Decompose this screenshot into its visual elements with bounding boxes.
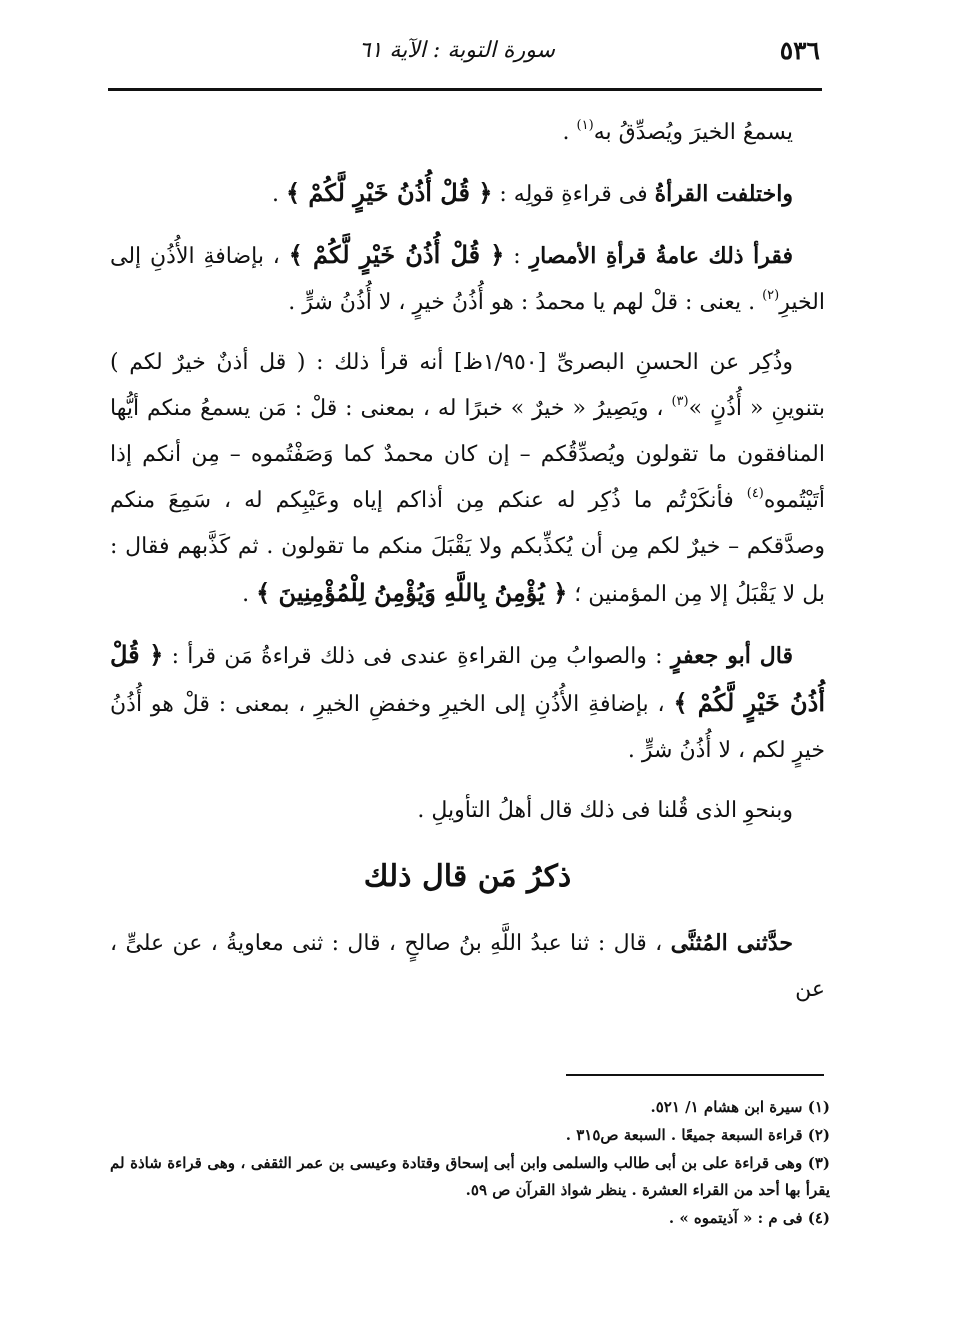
- footnote-ref[interactable]: (١): [576, 118, 594, 133]
- footnote-ref[interactable]: (٢): [762, 288, 780, 303]
- paragraph-1: يسمعُ الخيرَ ويُصدِّقُ به$^{(١)}$ .: [562, 118, 793, 145]
- footnote-1: (١) سيرة ابن هشام ١/ ٥٢١.: [650, 1098, 830, 1116]
- paragraph-2: واختلفت القرأةُ فى قراءةِ قولِه : ﴿ قُلْ أُذُنُ خَيْرٍ لَّكُمْ ﴾ .: [271, 178, 793, 207]
- paragraph-6: وبنحوِ الذى قُلنا فى ذلك قال أهلُ التأويلِ .: [417, 798, 793, 823]
- footnote-3: (٣) وهى قراءة على بن أبى طالب والسلمى وابن أبى إسحاق وقتادة وعيسى بن عمر الثقفى ، وهى قراءة شاذة لم يقرأ بها أحد من القراء العشرة . ينظر شواذ القرآن ص ٥٩.: [110, 1154, 830, 1199]
- header-divider: [108, 88, 822, 91]
- quran-verse: ﴿ يُؤْمِنُ بِاللَّهِ وَيُؤْمِنُ لِلْمُؤْمِنِينَ ﴾: [256, 578, 568, 607]
- paragraph-lead: واختلفت القرأةُ: [654, 181, 793, 207]
- paragraph-4: وذُكِر عن الحسنِ البصرىِّ [١/٩٥٠ظ] أنه قرأ ذلك : ( قل أذنٌ خيرٌ لكم ) بتنوينِ « أُذُنٍ »$^{(٣)}$ ، ويَصِيرُ « خيرٌ » خبرًا له ، بمعنى : قلْ : مَن يسمعُ منكم أيُّها المنافقون ما تقولون ويُصدِّقُكم – إن كان محمدٌ كما وَصَفْتُموه – مِن أنكم إذا أتَيْتُموه$^{(٤)}$ فأنكَرْتُم ما ذُكِر له عنكم مِن أذاكم إياه وعَيْبِكم له ، سَمِعَ منكم وصدَّقكم – خيرٌ لكم مِن أن يُكذِّبكم ولا يَقْبَلَ منكم ما تقولون . ثم كَذَّبهم فقال : بل لا يَقْبَلُ إلا مِن المؤمنين ؛ ﴿ يُؤْمِنُ بِاللَّهِ وَيُؤْمِنُ لِلْمُؤْمِنِينَ ﴾ .: [110, 350, 825, 607]
- footnote-ref[interactable]: (٤): [746, 486, 764, 501]
- paragraph-5: قال أبو جعفرٍ : والصوابُ مِن القراءةِ عندى فى ذلك قراءةُ مَن قرأ : ﴿ قُلْ أُذُنُ خَيْرٍ لَّكُمْ ﴾ ، بإضافةِ الأُذُنِ إلى الخيرِ وخفضِ الخيرِ ، بمعنى : قلْ هو أُذُنُ خيرٍ لكم ، لا أُذُنُ شرٍّ .: [110, 640, 826, 763]
- footnote-divider: [566, 1074, 824, 1076]
- main-text: [110, 110, 825, 1027]
- page-number: ٥٣٦: [779, 36, 820, 65]
- section-heading: ذكرُ مَن قال ذلك: [363, 859, 572, 894]
- quran-verse: ﴿ قُلْ أُذُنُ خَيْرٍ لَّكُمْ ﴾: [110, 640, 826, 717]
- paragraph-3: فقرأ ذلك عامةُ قرأةِ الأمصارِ : ﴿ قُلْ أُذُنُ خَيْرٍ لَّكُمْ ﴾ ، بإضافةِ الأُذُنِ إلى الخيرِ$^{(٢)}$ . يعنى : قلْ لهم يا محمدُ : هو أُذُنُ خيرٍ ، لا أُذُنُ شرٍّ .: [110, 240, 825, 315]
- quran-verse: ﴿ قُلْ أُذُنُ خَيْرٍ لَّكُمْ ﴾: [285, 178, 493, 207]
- paragraph-lead: فقرأ ذلك عامةُ قرأةِ الأمصارِ: [529, 243, 793, 269]
- paragraph-7: حدَّثنى المُثنَّى ، قال : ثنا عبدُ اللَّهِ بنُ صالحٍ ، قال : ثنى معاويةُ ، عن علىٍّ ، عن: [110, 930, 825, 1002]
- footnote-ref[interactable]: (٣): [671, 394, 689, 409]
- quran-verse: ﴿ قُلْ أُذُنُ خَيْرٍ لَّكُمْ ﴾: [288, 240, 505, 269]
- footnotes: [110, 1094, 830, 1233]
- page-header: [108, 32, 820, 72]
- footnote-4: (٤) فى م : « آذيتموه » .: [668, 1209, 830, 1227]
- running-title: سورة التوبة : الآية ٦١: [358, 38, 555, 63]
- paragraph-lead: حدَّثنى المُثنَّى: [670, 930, 793, 956]
- footnote-2: (٢) قراءة السبعة جميعًا . السبعة ص٣١٥ .: [565, 1126, 830, 1144]
- paragraph-lead: قال أبو جعفرٍ: [670, 643, 793, 669]
